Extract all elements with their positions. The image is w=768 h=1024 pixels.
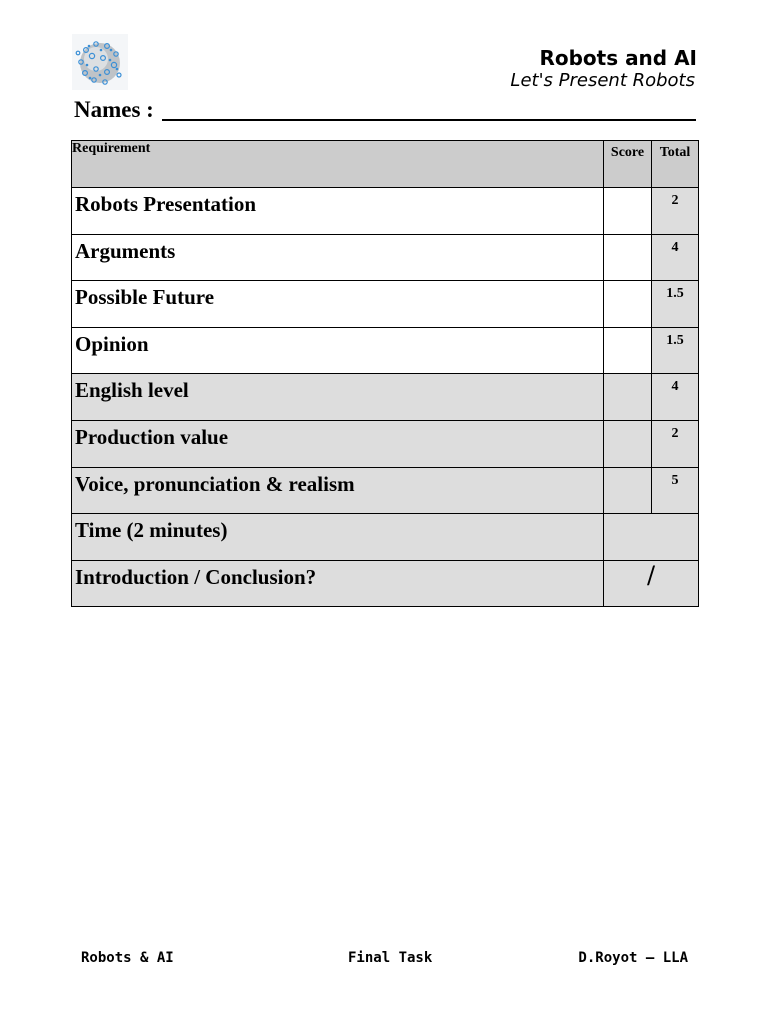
requirement-cell: Voice, pronunciation & realism	[72, 467, 604, 514]
score-cell	[604, 188, 652, 235]
network-globe-icon	[72, 34, 128, 90]
requirement-cell: Production value	[72, 420, 604, 467]
total-cell: 1.5	[652, 327, 699, 374]
table-row	[72, 281, 699, 328]
score-header: Score	[604, 141, 652, 188]
score-cell	[604, 327, 652, 374]
total-cell: 2	[652, 188, 699, 235]
total-header: Total	[652, 141, 699, 188]
score-cell	[604, 374, 652, 421]
table-row	[72, 560, 699, 607]
total-cell: 1.5	[652, 281, 699, 328]
table-row	[72, 188, 699, 235]
requirement-cell: Arguments	[72, 234, 604, 281]
table-row	[72, 234, 699, 281]
requirement-cell: Robots Presentation	[72, 188, 604, 235]
document-title: Robots and AI	[539, 46, 697, 70]
footer-author: D.Royot – LLA	[578, 950, 688, 966]
footer-course: Robots & AI	[81, 950, 174, 966]
total-cell: 5	[652, 467, 699, 514]
table-row	[72, 467, 699, 514]
requirement-cell: Time (2 minutes)	[72, 514, 604, 561]
names-label: Names :	[74, 97, 154, 122]
score-cell	[604, 281, 652, 328]
names-field	[74, 94, 696, 124]
total-cell: 4	[652, 374, 699, 421]
score-cell	[604, 234, 652, 281]
time-value-cell	[604, 514, 699, 561]
score-cell	[604, 467, 652, 514]
total-cell: 4	[652, 234, 699, 281]
requirement-header: Requirement	[72, 141, 604, 188]
table-row	[72, 374, 699, 421]
table-row	[72, 514, 699, 561]
score-cell	[604, 420, 652, 467]
table-row	[72, 420, 699, 467]
intro-conclusion-value-cell: /	[604, 560, 699, 607]
table-header-row	[72, 141, 699, 188]
requirement-cell: Opinion	[72, 327, 604, 374]
table-row	[72, 327, 699, 374]
requirement-cell: Introduction / Conclusion?	[72, 560, 604, 607]
footer-task: Final Task	[348, 950, 433, 966]
requirement-cell: Possible Future	[72, 281, 604, 328]
requirement-cell: English level	[72, 374, 604, 421]
grading-table	[71, 140, 699, 607]
names-underline	[162, 119, 696, 121]
total-cell: 2	[652, 420, 699, 467]
document-subtitle: Let's Present Robots	[510, 70, 695, 91]
